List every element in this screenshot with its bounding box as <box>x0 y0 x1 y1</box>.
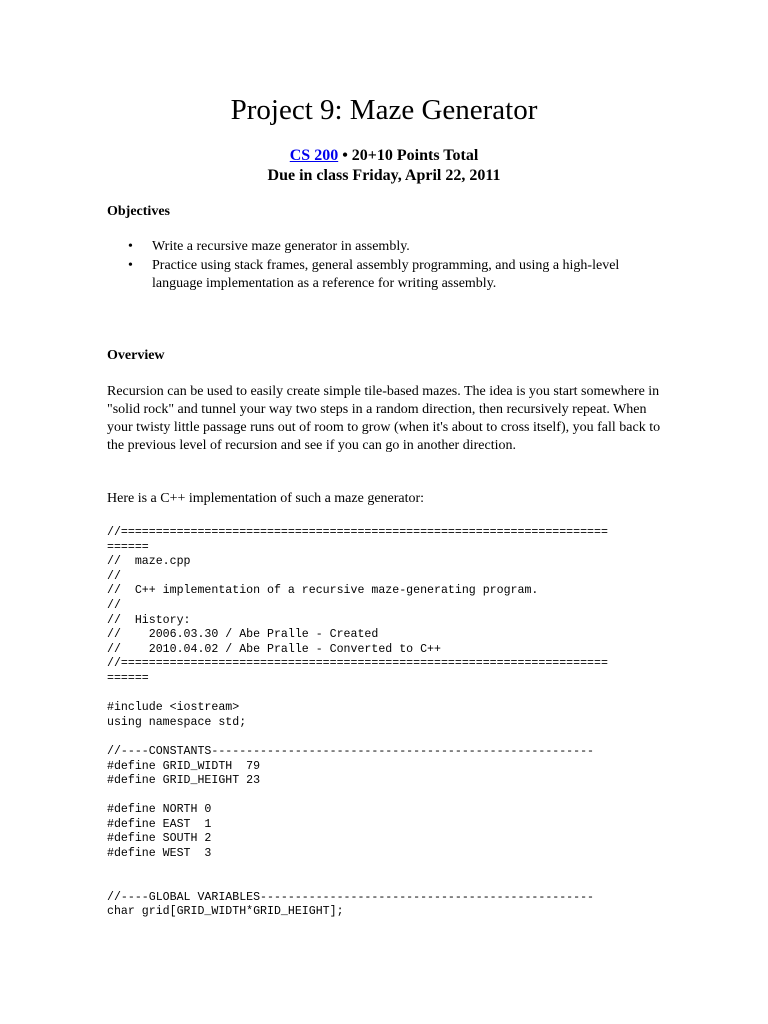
objectives-list <box>107 238 667 294</box>
points-text: • 20+10 Points Total <box>338 147 479 164</box>
code-listing: //====================================================================== ====== // maze.cpp // // C++ implementation of a recursive maze-generating program. // // History: // 2006.03.30 / Abe Pralle - Created // 2010.04.02 / Abe Pralle - Converted to C++ //====================================================================== ====== #include <iostream> using namespace std; //----CONSTANTS------------------------------------------------------- #define GRID_WIDTH 79 #define GRID_HEIGHT 23 #define NORTH 0 #define EAST 1 #define SOUTH 2 #define WEST 3 //----GLOBAL VARIABLES------------------------------------------------ char grid[GRID_WIDTH*GRID_HEIGHT]; <box>107 526 608 919</box>
objective-text: Write a recursive maze generator in assembly. <box>152 239 410 254</box>
code-intro-paragraph: Here is a C++ implementation of such a maze generator: <box>107 491 425 506</box>
due-date: Due in class Friday, April 22, 2011 <box>267 167 501 184</box>
objective-text: Practice using stack frames, general assembly programming, and using a high-level language implementation as a reference for writing assembly. <box>152 258 620 291</box>
bullet-icon: • <box>128 239 133 254</box>
subtitle-block <box>107 146 661 186</box>
list-item <box>107 257 667 293</box>
overview-paragraph: Recursion can be used to easily create simple tile-based mazes. The idea is you start somewhere in "solid rock" and tunnel your way two steps in a random direction, then recursively repeat. When your twisty little passage runs out of room to grow (when it's about to cross itself), you fall back to the previous level of recursion and see if you can go in another direction. <box>107 384 661 453</box>
course-points-line <box>107 146 661 166</box>
overview-heading: Overview <box>107 348 165 363</box>
page-title: Project 9: Maze Generator <box>230 94 538 126</box>
course-link[interactable]: CS 200 <box>289 147 339 164</box>
list-item <box>107 238 667 256</box>
objectives-heading: Objectives <box>107 204 170 219</box>
bullet-icon: • <box>128 258 133 273</box>
